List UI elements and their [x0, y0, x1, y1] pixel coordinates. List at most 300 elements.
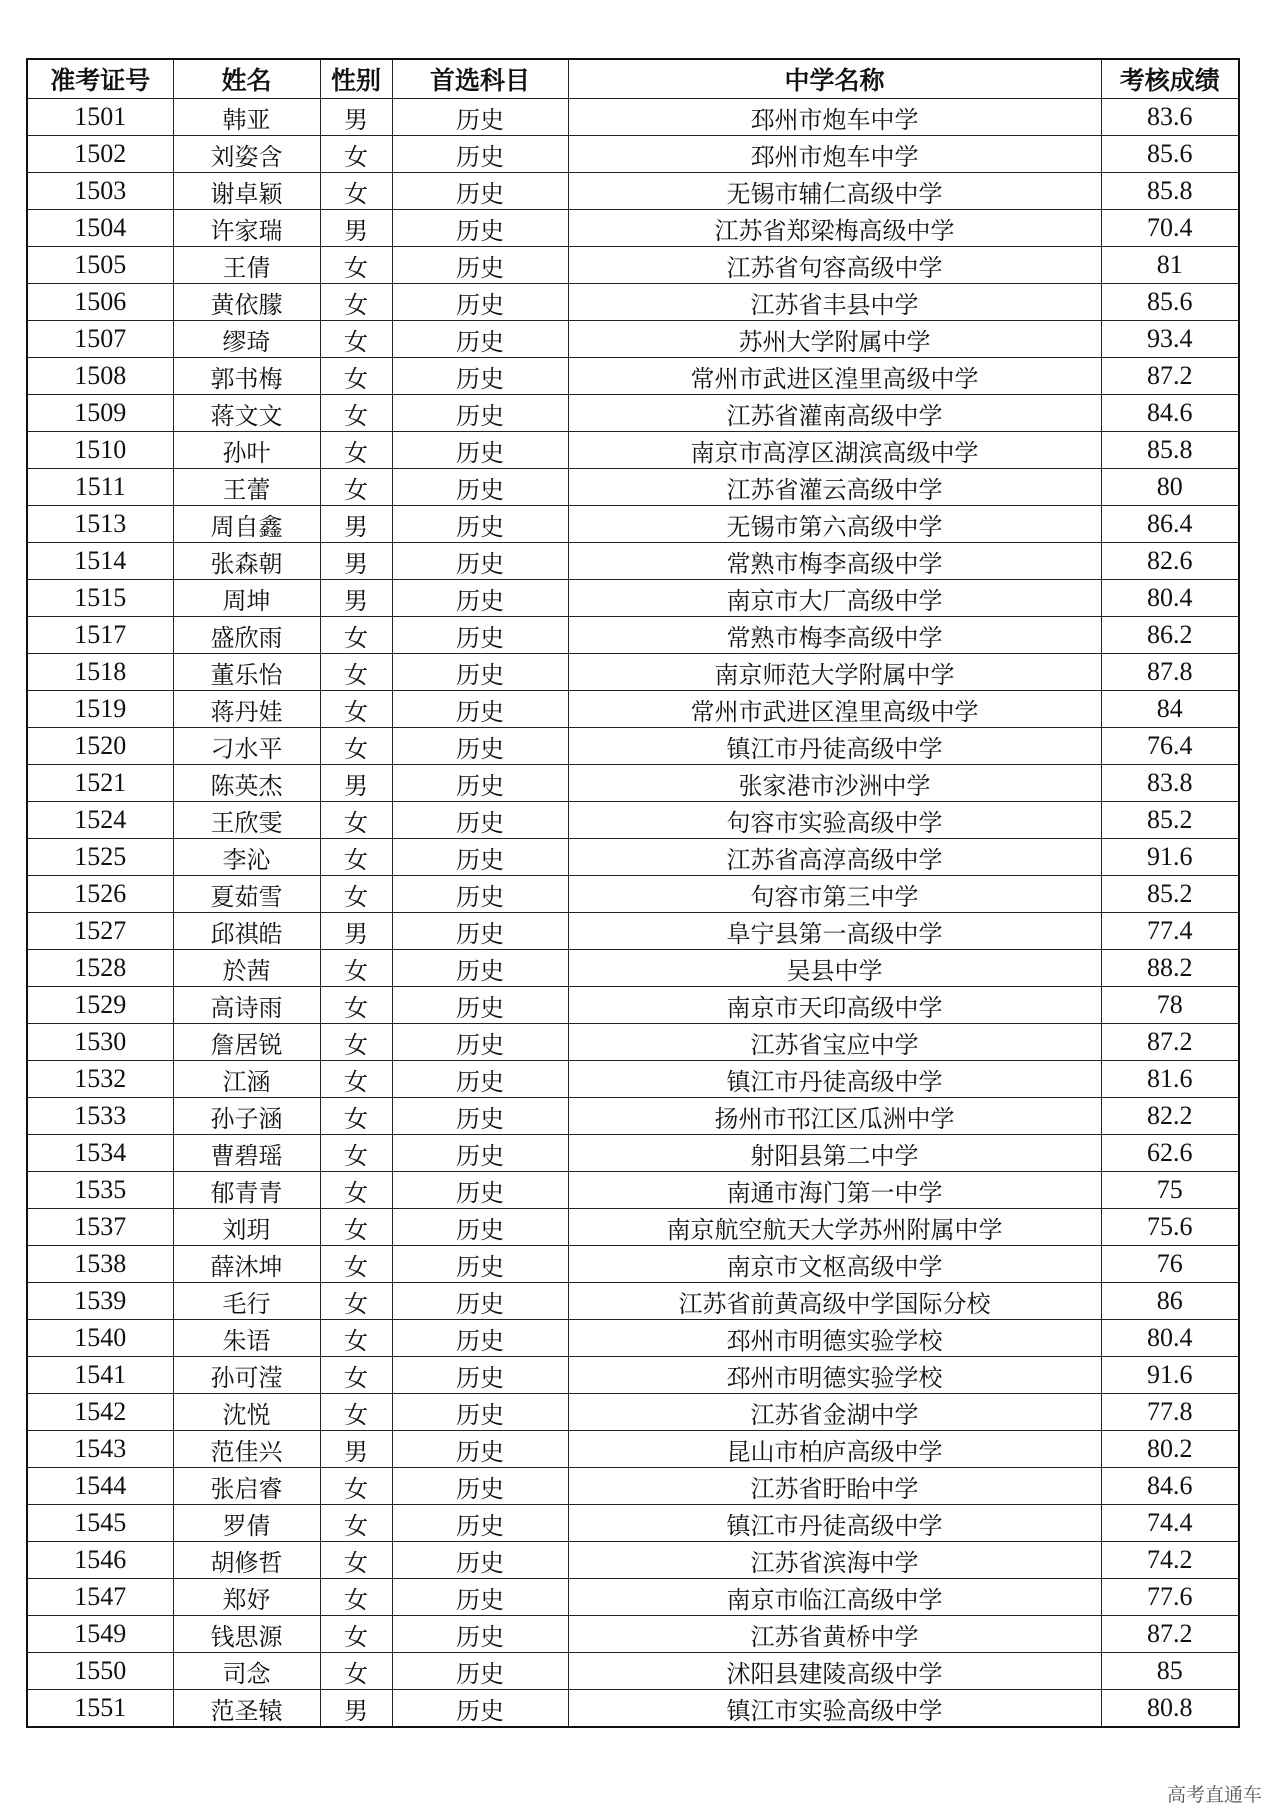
table-row — [27, 1320, 1239, 1357]
cell-gender: 女 — [320, 1320, 392, 1357]
cell-exam-id: 1504 — [27, 210, 173, 247]
cell-score: 77.8 — [1101, 1394, 1239, 1431]
cell-name: 毛行 — [173, 1283, 320, 1320]
cell-exam-id: 1514 — [27, 543, 173, 580]
cell-exam-id: 1539 — [27, 1283, 173, 1320]
cell-subject: 历史 — [392, 1061, 568, 1098]
cell-gender: 男 — [320, 765, 392, 802]
cell-name: 钱思源 — [173, 1616, 320, 1653]
cell-score: 75.6 — [1101, 1209, 1239, 1246]
cell-school: 邳州市炮车中学 — [568, 136, 1101, 173]
watermark-text: 高考直通车 — [1166, 1784, 1262, 1806]
table-row — [27, 136, 1239, 173]
cell-score: 83.8 — [1101, 765, 1239, 802]
cell-exam-id: 1503 — [27, 173, 173, 210]
cell-name: 王蕾 — [173, 469, 320, 506]
cell-name: 张森朝 — [173, 543, 320, 580]
cell-gender: 男 — [320, 99, 392, 136]
cell-name: 李沁 — [173, 839, 320, 876]
cell-school: 句容市实验高级中学 — [568, 802, 1101, 839]
cell-exam-id: 1509 — [27, 395, 173, 432]
table-row — [27, 1616, 1239, 1653]
cell-exam-id: 1524 — [27, 802, 173, 839]
cell-name: 范佳兴 — [173, 1431, 320, 1468]
cell-name: 罗倩 — [173, 1505, 320, 1542]
cell-score: 81.6 — [1101, 1061, 1239, 1098]
cell-subject: 历史 — [392, 1431, 568, 1468]
table-row — [27, 1283, 1239, 1320]
cell-score: 93.4 — [1101, 321, 1239, 358]
cell-name: 蒋文文 — [173, 395, 320, 432]
cell-subject: 历史 — [392, 691, 568, 728]
cell-school: 镇江市丹徒高级中学 — [568, 1061, 1101, 1098]
cell-subject: 历史 — [392, 1283, 568, 1320]
cell-score: 88.2 — [1101, 950, 1239, 987]
table-row — [27, 210, 1239, 247]
cell-subject: 历史 — [392, 1579, 568, 1616]
table-row — [27, 99, 1239, 136]
cell-exam-id: 1507 — [27, 321, 173, 358]
cell-subject: 历史 — [392, 136, 568, 173]
cell-score: 80.8 — [1101, 1690, 1239, 1728]
table-row — [27, 580, 1239, 617]
cell-school: 常州市武进区湟里高级中学 — [568, 691, 1101, 728]
cell-school: 南京市大厂高级中学 — [568, 580, 1101, 617]
cell-gender: 男 — [320, 1431, 392, 1468]
table-row — [27, 691, 1239, 728]
cell-school: 沭阳县建陵高级中学 — [568, 1653, 1101, 1690]
cell-score: 91.6 — [1101, 839, 1239, 876]
cell-name: 刁水平 — [173, 728, 320, 765]
cell-name: 詹居锐 — [173, 1024, 320, 1061]
cell-name: 高诗雨 — [173, 987, 320, 1024]
cell-gender: 女 — [320, 432, 392, 469]
cell-score: 82.2 — [1101, 1098, 1239, 1135]
table-row — [27, 1394, 1239, 1431]
cell-exam-id: 1543 — [27, 1431, 173, 1468]
cell-exam-id: 1541 — [27, 1357, 173, 1394]
cell-gender: 女 — [320, 136, 392, 173]
cell-school: 江苏省灌南高级中学 — [568, 395, 1101, 432]
header-exam-id: 准考证号 — [27, 59, 173, 99]
cell-score: 84.6 — [1101, 395, 1239, 432]
cell-gender: 女 — [320, 691, 392, 728]
cell-gender: 女 — [320, 876, 392, 913]
cell-exam-id: 1528 — [27, 950, 173, 987]
table-row — [27, 469, 1239, 506]
cell-exam-id: 1550 — [27, 1653, 173, 1690]
cell-score: 80.4 — [1101, 1320, 1239, 1357]
cell-subject: 历史 — [392, 580, 568, 617]
cell-exam-id: 1517 — [27, 617, 173, 654]
cell-subject: 历史 — [392, 432, 568, 469]
cell-school: 常熟市梅李高级中学 — [568, 617, 1101, 654]
cell-gender: 女 — [320, 358, 392, 395]
table-row — [27, 1246, 1239, 1283]
cell-school: 江苏省郑梁梅高级中学 — [568, 210, 1101, 247]
cell-subject: 历史 — [392, 1098, 568, 1135]
cell-subject: 历史 — [392, 210, 568, 247]
cell-name: 盛欣雨 — [173, 617, 320, 654]
cell-school: 句容市第三中学 — [568, 876, 1101, 913]
cell-exam-id: 1501 — [27, 99, 173, 136]
cell-gender: 女 — [320, 1246, 392, 1283]
cell-score: 85.2 — [1101, 876, 1239, 913]
cell-name: 王倩 — [173, 247, 320, 284]
cell-school: 江苏省前黄高级中学国际分校 — [568, 1283, 1101, 1320]
cell-name: 江涵 — [173, 1061, 320, 1098]
cell-name: 朱语 — [173, 1320, 320, 1357]
cell-name: 许家瑞 — [173, 210, 320, 247]
cell-school: 邳州市炮车中学 — [568, 99, 1101, 136]
cell-subject: 历史 — [392, 1320, 568, 1357]
cell-gender: 女 — [320, 1542, 392, 1579]
cell-school: 江苏省盱眙中学 — [568, 1468, 1101, 1505]
cell-subject: 历史 — [392, 284, 568, 321]
table-row — [27, 1357, 1239, 1394]
cell-score: 80 — [1101, 469, 1239, 506]
cell-subject: 历史 — [392, 1357, 568, 1394]
cell-score: 86.2 — [1101, 617, 1239, 654]
cell-score: 83.6 — [1101, 99, 1239, 136]
cell-score: 84.6 — [1101, 1468, 1239, 1505]
cell-gender: 女 — [320, 1468, 392, 1505]
cell-gender: 男 — [320, 913, 392, 950]
table-row — [27, 728, 1239, 765]
cell-school: 江苏省金湖中学 — [568, 1394, 1101, 1431]
cell-name: 薛沐坤 — [173, 1246, 320, 1283]
cell-subject: 历史 — [392, 321, 568, 358]
cell-school: 扬州市邗江区瓜洲中学 — [568, 1098, 1101, 1135]
cell-score: 74.2 — [1101, 1542, 1239, 1579]
cell-school: 南京航空航天大学苏州附属中学 — [568, 1209, 1101, 1246]
table-row — [27, 284, 1239, 321]
cell-school: 南京市天印高级中学 — [568, 987, 1101, 1024]
cell-exam-id: 1520 — [27, 728, 173, 765]
table-row — [27, 1468, 1239, 1505]
cell-gender: 女 — [320, 395, 392, 432]
cell-exam-id: 1538 — [27, 1246, 173, 1283]
header-score: 考核成绩 — [1101, 59, 1239, 99]
cell-name: 刘姿含 — [173, 136, 320, 173]
table-row — [27, 321, 1239, 358]
cell-exam-id: 1540 — [27, 1320, 173, 1357]
cell-exam-id: 1510 — [27, 432, 173, 469]
cell-name: 黄依朦 — [173, 284, 320, 321]
cell-gender: 女 — [320, 1209, 392, 1246]
table-row — [27, 802, 1239, 839]
table-body — [27, 99, 1239, 1728]
cell-subject: 历史 — [392, 358, 568, 395]
table-row — [27, 1061, 1239, 1098]
cell-name: 司念 — [173, 1653, 320, 1690]
header-subject: 首选科目 — [392, 59, 568, 99]
header-gender: 性别 — [320, 59, 392, 99]
cell-exam-id: 1537 — [27, 1209, 173, 1246]
cell-school: 江苏省丰县中学 — [568, 284, 1101, 321]
cell-school: 江苏省黄桥中学 — [568, 1616, 1101, 1653]
cell-name: 曹碧瑶 — [173, 1135, 320, 1172]
cell-subject: 历史 — [392, 1616, 568, 1653]
cell-score: 86.4 — [1101, 506, 1239, 543]
cell-gender: 男 — [320, 543, 392, 580]
cell-subject: 历史 — [392, 1690, 568, 1728]
cell-school: 无锡市第六高级中学 — [568, 506, 1101, 543]
cell-exam-id: 1518 — [27, 654, 173, 691]
cell-name: 郁青青 — [173, 1172, 320, 1209]
cell-score: 82.6 — [1101, 543, 1239, 580]
cell-score: 78 — [1101, 987, 1239, 1024]
cell-school: 南京市临江高级中学 — [568, 1579, 1101, 1616]
table-row — [27, 358, 1239, 395]
score-table — [26, 58, 1240, 1728]
cell-name: 韩亚 — [173, 99, 320, 136]
cell-gender: 男 — [320, 1690, 392, 1728]
cell-score: 75 — [1101, 1172, 1239, 1209]
cell-school: 张家港市沙洲中学 — [568, 765, 1101, 802]
cell-name: 郭书梅 — [173, 358, 320, 395]
cell-subject: 历史 — [392, 1209, 568, 1246]
cell-school: 邳州市明德实验学校 — [568, 1320, 1101, 1357]
cell-score: 85.6 — [1101, 136, 1239, 173]
cell-school: 吴县中学 — [568, 950, 1101, 987]
cell-score: 85 — [1101, 1653, 1239, 1690]
cell-subject: 历史 — [392, 913, 568, 950]
cell-exam-id: 1511 — [27, 469, 173, 506]
table-header-row — [27, 59, 1239, 99]
cell-gender: 女 — [320, 1357, 392, 1394]
cell-subject: 历史 — [392, 950, 568, 987]
cell-name: 孙子涵 — [173, 1098, 320, 1135]
cell-name: 蒋丹娃 — [173, 691, 320, 728]
cell-exam-id: 1519 — [27, 691, 173, 728]
cell-score: 87.2 — [1101, 1024, 1239, 1061]
cell-exam-id: 1506 — [27, 284, 173, 321]
cell-subject: 历史 — [392, 728, 568, 765]
cell-score: 80.2 — [1101, 1431, 1239, 1468]
cell-school: 苏州大学附属中学 — [568, 321, 1101, 358]
cell-score: 80.4 — [1101, 580, 1239, 617]
cell-gender: 女 — [320, 1579, 392, 1616]
cell-gender: 男 — [320, 580, 392, 617]
table-row — [27, 1209, 1239, 1246]
cell-exam-id: 1544 — [27, 1468, 173, 1505]
cell-exam-id: 1513 — [27, 506, 173, 543]
table-row — [27, 1653, 1239, 1690]
cell-school: 无锡市辅仁高级中学 — [568, 173, 1101, 210]
cell-gender: 女 — [320, 1061, 392, 1098]
table-row — [27, 1690, 1239, 1728]
cell-gender: 女 — [320, 173, 392, 210]
cell-school: 江苏省滨海中学 — [568, 1542, 1101, 1579]
cell-score: 85.2 — [1101, 802, 1239, 839]
cell-score: 76 — [1101, 1246, 1239, 1283]
cell-name: 胡修哲 — [173, 1542, 320, 1579]
cell-school: 阜宁县第一高级中学 — [568, 913, 1101, 950]
cell-name: 孙可滢 — [173, 1357, 320, 1394]
table-row — [27, 506, 1239, 543]
table-row — [27, 1098, 1239, 1135]
cell-gender: 女 — [320, 1024, 392, 1061]
cell-exam-id: 1532 — [27, 1061, 173, 1098]
cell-score: 91.6 — [1101, 1357, 1239, 1394]
cell-school: 常州市武进区湟里高级中学 — [568, 358, 1101, 395]
table-row — [27, 876, 1239, 913]
cell-name: 周自鑫 — [173, 506, 320, 543]
cell-gender: 女 — [320, 654, 392, 691]
cell-subject: 历史 — [392, 765, 568, 802]
cell-gender: 女 — [320, 802, 392, 839]
cell-score: 86 — [1101, 1283, 1239, 1320]
cell-gender: 女 — [320, 1394, 392, 1431]
cell-subject: 历史 — [392, 469, 568, 506]
cell-score: 87.8 — [1101, 654, 1239, 691]
cell-subject: 历史 — [392, 1542, 568, 1579]
cell-name: 邱祺皓 — [173, 913, 320, 950]
cell-subject: 历史 — [392, 876, 568, 913]
cell-school: 镇江市丹徒高级中学 — [568, 1505, 1101, 1542]
cell-subject: 历史 — [392, 1024, 568, 1061]
cell-exam-id: 1526 — [27, 876, 173, 913]
cell-subject: 历史 — [392, 247, 568, 284]
cell-gender: 女 — [320, 247, 392, 284]
table-row — [27, 913, 1239, 950]
cell-gender: 女 — [320, 1505, 392, 1542]
cell-score: 62.6 — [1101, 1135, 1239, 1172]
cell-subject: 历史 — [392, 99, 568, 136]
cell-exam-id: 1502 — [27, 136, 173, 173]
cell-name: 张启睿 — [173, 1468, 320, 1505]
cell-name: 谢卓颖 — [173, 173, 320, 210]
cell-name: 陈英杰 — [173, 765, 320, 802]
cell-subject: 历史 — [392, 506, 568, 543]
cell-exam-id: 1521 — [27, 765, 173, 802]
table-row — [27, 617, 1239, 654]
cell-score: 76.4 — [1101, 728, 1239, 765]
cell-school: 江苏省句容高级中学 — [568, 247, 1101, 284]
cell-exam-id: 1505 — [27, 247, 173, 284]
cell-gender: 女 — [320, 284, 392, 321]
cell-school: 常熟市梅李高级中学 — [568, 543, 1101, 580]
cell-gender: 女 — [320, 321, 392, 358]
table-row — [27, 1505, 1239, 1542]
table-row — [27, 654, 1239, 691]
cell-exam-id: 1515 — [27, 580, 173, 617]
cell-exam-id: 1527 — [27, 913, 173, 950]
header-name: 姓名 — [173, 59, 320, 99]
header-school: 中学名称 — [568, 59, 1101, 99]
cell-school: 昆山市柏庐高级中学 — [568, 1431, 1101, 1468]
score-table-container — [26, 58, 1238, 1728]
table-row — [27, 1172, 1239, 1209]
cell-school: 镇江市丹徒高级中学 — [568, 728, 1101, 765]
cell-name: 孙叶 — [173, 432, 320, 469]
cell-gender: 女 — [320, 839, 392, 876]
cell-name: 缪琦 — [173, 321, 320, 358]
table-row — [27, 1024, 1239, 1061]
cell-subject: 历史 — [392, 617, 568, 654]
cell-gender: 女 — [320, 728, 392, 765]
cell-name: 夏茹雪 — [173, 876, 320, 913]
table-row — [27, 1579, 1239, 1616]
cell-name: 沈悦 — [173, 1394, 320, 1431]
table-row — [27, 839, 1239, 876]
cell-subject: 历史 — [392, 839, 568, 876]
cell-exam-id: 1545 — [27, 1505, 173, 1542]
cell-school: 南京市文枢高级中学 — [568, 1246, 1101, 1283]
table-row — [27, 1135, 1239, 1172]
cell-subject: 历史 — [392, 173, 568, 210]
cell-gender: 女 — [320, 617, 392, 654]
table-row — [27, 395, 1239, 432]
cell-name: 董乐怡 — [173, 654, 320, 691]
cell-name: 范圣辕 — [173, 1690, 320, 1728]
cell-score: 87.2 — [1101, 1616, 1239, 1653]
cell-gender: 男 — [320, 210, 392, 247]
cell-subject: 历史 — [392, 1394, 568, 1431]
table-row — [27, 987, 1239, 1024]
cell-gender: 女 — [320, 1135, 392, 1172]
table-row — [27, 543, 1239, 580]
cell-exam-id: 1547 — [27, 1579, 173, 1616]
cell-score: 87.2 — [1101, 358, 1239, 395]
table-row — [27, 247, 1239, 284]
cell-score: 81 — [1101, 247, 1239, 284]
cell-exam-id: 1546 — [27, 1542, 173, 1579]
cell-exam-id: 1525 — [27, 839, 173, 876]
cell-school: 南通市海门第一中学 — [568, 1172, 1101, 1209]
cell-gender: 女 — [320, 1653, 392, 1690]
table-row — [27, 432, 1239, 469]
cell-exam-id: 1534 — [27, 1135, 173, 1172]
cell-gender: 女 — [320, 469, 392, 506]
cell-school: 南京市高淳区湖滨高级中学 — [568, 432, 1101, 469]
cell-name: 刘玥 — [173, 1209, 320, 1246]
cell-subject: 历史 — [392, 1172, 568, 1209]
cell-score: 74.4 — [1101, 1505, 1239, 1542]
cell-exam-id: 1533 — [27, 1098, 173, 1135]
table-row — [27, 1542, 1239, 1579]
table-row — [27, 173, 1239, 210]
cell-score: 85.8 — [1101, 432, 1239, 469]
cell-score: 77.6 — [1101, 1579, 1239, 1616]
cell-exam-id: 1535 — [27, 1172, 173, 1209]
cell-gender: 女 — [320, 1172, 392, 1209]
cell-exam-id: 1529 — [27, 987, 173, 1024]
cell-school: 江苏省宝应中学 — [568, 1024, 1101, 1061]
table-row — [27, 950, 1239, 987]
cell-school: 邳州市明德实验学校 — [568, 1357, 1101, 1394]
cell-school: 射阳县第二中学 — [568, 1135, 1101, 1172]
cell-score: 85.8 — [1101, 173, 1239, 210]
cell-subject: 历史 — [392, 1135, 568, 1172]
cell-score: 85.6 — [1101, 284, 1239, 321]
cell-gender: 女 — [320, 1098, 392, 1135]
cell-gender: 女 — [320, 987, 392, 1024]
cell-subject: 历史 — [392, 1505, 568, 1542]
cell-name: 王欣雯 — [173, 802, 320, 839]
cell-exam-id: 1551 — [27, 1690, 173, 1728]
cell-exam-id: 1530 — [27, 1024, 173, 1061]
cell-gender: 女 — [320, 1283, 392, 1320]
cell-subject: 历史 — [392, 395, 568, 432]
cell-school: 江苏省灌云高级中学 — [568, 469, 1101, 506]
cell-subject: 历史 — [392, 1246, 568, 1283]
cell-gender: 女 — [320, 950, 392, 987]
cell-score: 77.4 — [1101, 913, 1239, 950]
cell-name: 於茜 — [173, 950, 320, 987]
cell-exam-id: 1549 — [27, 1616, 173, 1653]
